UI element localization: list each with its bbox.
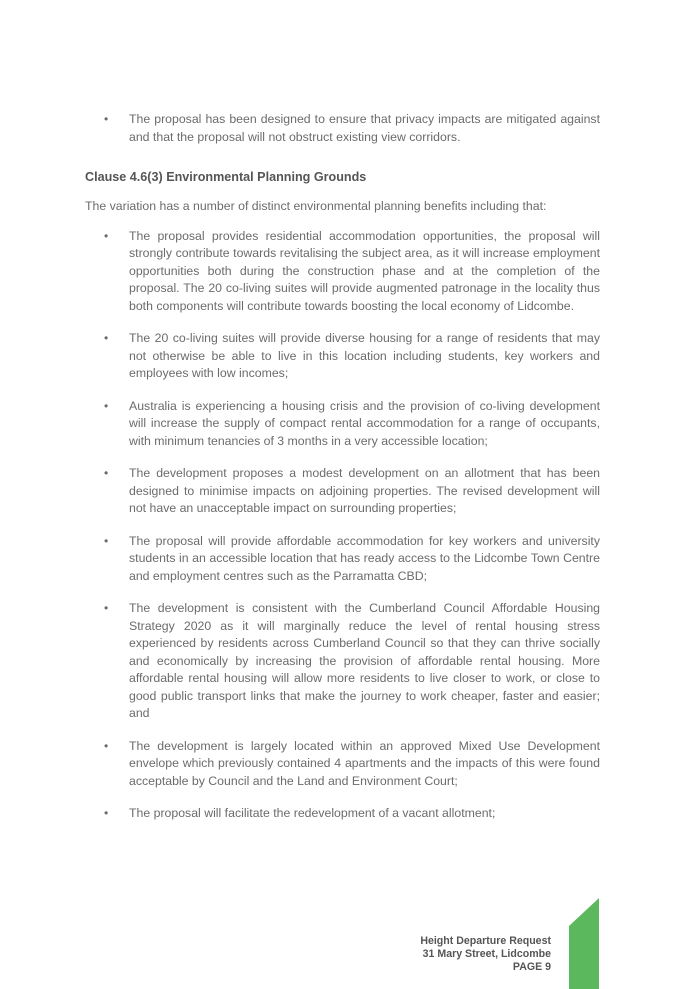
bullet-symbol: •	[104, 228, 109, 243]
bullet-text: The development proposes a modest development on an allotment that has been designed to minimise impacts on adjoining properties. The revised development will not have an unacceptable impact on surrounding properties;	[129, 466, 600, 515]
bullet-housing-strategy	[85, 600, 600, 723]
green-corner-accent	[569, 898, 599, 989]
bullet-text: The proposal provides residential accommodation opportunities, the proposal will strongly contribute towards revitalising the subject area, as it will increase employment opportunities both during the construction phase and at the completion of the proposal. The 20 co-living suites will provide augmented patronage in the locality thus both components will contribute towards boosting the local economy of Lidcombe.	[129, 228, 600, 313]
bullet-text: The 20 co-living suites will provide diverse housing for a range of residents that may not otherwise be able to live in this location including students, key workers and employees with low incomes;	[129, 331, 600, 380]
bullet-symbol: •	[104, 466, 109, 480]
bullet-vacant-allotment	[85, 805, 600, 823]
bullet-symbol: •	[104, 806, 109, 820]
bullet-mixed-use-envelope	[85, 738, 600, 791]
bullet-text: The proposal has been designed to ensure that privacy impacts are mitigated against and that the proposal will not obstruct existing view corridors.	[129, 112, 600, 144]
bullet-symbol: •	[104, 112, 109, 126]
page-content	[85, 111, 600, 823]
section-heading: Clause 4.6(3) Environmental Planning Grounds	[85, 170, 367, 184]
bullet-text: The proposal will provide affordable accommodation for key workers and university students in an accessible location that has ready access to the Lidcombe Town Centre and employment centres such as the Parramatta CBD;	[129, 533, 600, 583]
bullet-symbol: •	[104, 331, 109, 345]
bullet-text: Australia is experiencing a housing crisis and the provision of co-living development will increase the supply of compact rental accommodation for a range of occupants, with minimum tenancies of 3 months in a very accessible location;	[129, 398, 600, 448]
bullet-modest-development	[85, 465, 600, 518]
bullet-diverse-housing	[85, 330, 600, 383]
footer-title: Height Departure Request	[420, 935, 551, 947]
bullet-affordable-accommodation	[85, 533, 600, 586]
bullet-housing-crisis	[85, 398, 600, 451]
footer-page-number: PAGE 9	[512, 961, 551, 973]
section-intro: The variation has a number of distinct environmental planning benefits including that:	[85, 199, 547, 213]
bullet-text: The proposal will facilitate the redevelopment of a vacant allotment;	[129, 806, 496, 820]
bullet-symbol: •	[104, 398, 109, 413]
green-corner-shape	[569, 898, 599, 989]
footer-address: 31 Mary Street, Lidcombe	[422, 948, 551, 960]
bullet-symbol: •	[104, 533, 109, 548]
bullet-symbol: •	[104, 738, 109, 753]
bullet-symbol: •	[104, 601, 109, 615]
page-footer	[420, 935, 551, 974]
bullet-text: The development is largely located within an approved Mixed Use Development envelope which previously contained 4 apartments and the impacts of this were found acceptable by Council and the Land and Environment Court;	[129, 738, 600, 788]
bullet-text: The development is consistent with the Cumberland Council Affordable Housing Strategy 2020 as it will marginally reduce the level of rental housing stress experienced by residents across Cumberland Council so that they can thrive socially and economically by increasing the provision of affordable rental housing. More affordable rental housing will allow more residents to live closer to work, or close to good public transport links that make the journey to work cheaper, faster and easier; and	[129, 601, 600, 720]
bullet-residential-accommodation	[85, 228, 600, 316]
bullet-privacy	[85, 111, 600, 146]
